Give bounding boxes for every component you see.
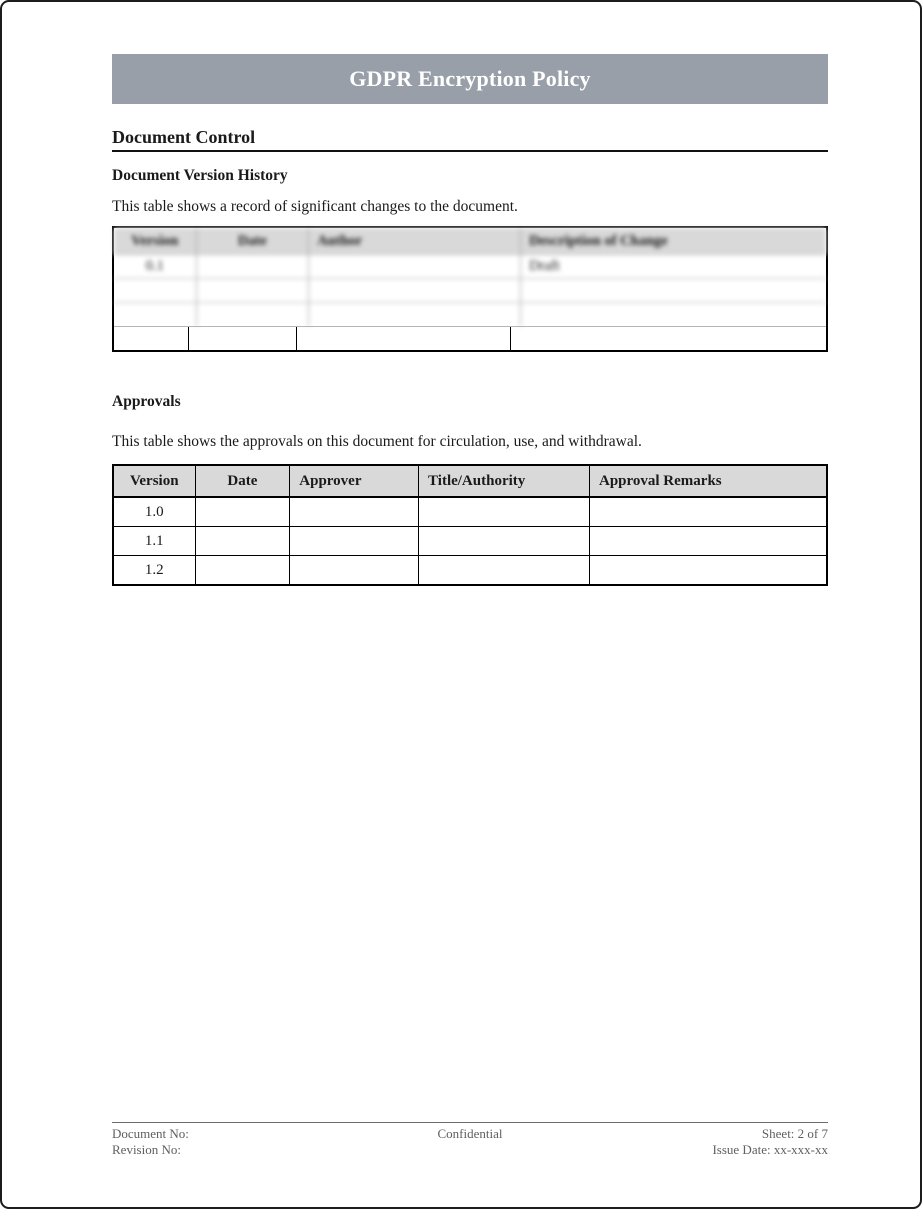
table-cell: 1.1 [113,527,195,556]
table-cell [290,527,419,556]
approvals-header-row [113,465,827,497]
table-row [114,279,826,303]
table-cell [309,303,521,327]
footer-left [112,1126,438,1157]
table-cell [296,327,511,351]
column-header: Description of Change [521,228,826,255]
table-cell [196,255,308,279]
column-header: Approver [290,465,419,497]
table-cell [419,527,590,556]
table-cell [195,497,290,527]
blurred-table-region [114,228,826,326]
version-history-table [112,226,828,352]
table-cell [290,497,419,527]
table-cell [419,497,590,527]
table-cell [114,303,196,327]
issue-date: Issue Date: xx-xxx-xx [712,1141,828,1157]
table-cell [589,527,827,556]
version-history-header-row [114,228,826,255]
approvals-intro: This table shows the approvals on this document for circulation, use, and withdrawal. [112,433,642,450]
page-content [112,54,828,586]
version-history-intro: This table shows a record of significant changes to the document. [112,198,518,215]
table-cell [521,303,826,327]
column-header: Date [196,228,308,255]
column-header: Approval Remarks [589,465,827,497]
footer-right [503,1126,829,1157]
title-banner [112,54,828,104]
table-cell: Draft [521,255,826,279]
table-cell [589,497,827,527]
section-heading-document-control: Document Control [112,127,828,152]
column-header: Title/Authority [419,465,590,497]
sheet-number: Sheet: 2 of 7 [761,1126,828,1141]
table-cell: 0.1 [114,255,196,279]
document-no-label: Document No: [112,1126,189,1141]
table-row [113,497,827,527]
page-footer [112,1122,828,1157]
column-header: Version [114,228,196,255]
table-cell: 1.2 [113,556,195,586]
table-cell [189,327,296,351]
table-cell [196,303,308,327]
subheading-version-history: Document Version History [112,167,288,184]
table-cell [309,255,521,279]
table-cell [195,556,290,586]
column-header: Author [309,228,521,255]
table-cell [196,279,308,303]
document-title: GDPR Encryption Policy [349,66,591,91]
table-row [114,303,826,327]
table-cell [521,279,826,303]
table-cell [114,279,196,303]
table-row [113,527,827,556]
subheading-approvals: Approvals [112,393,181,410]
table-row [114,255,826,279]
table-row [113,556,827,586]
column-header: Date [195,465,290,497]
approvals-table [112,464,828,586]
table-cell [290,556,419,586]
table-cell: 1.0 [113,497,195,527]
footer-center: Confidential [437,1126,503,1141]
revision-no-label: Revision No: [112,1141,181,1157]
table-cell [309,279,521,303]
table-cell [589,556,827,586]
column-header: Version [113,465,195,497]
table-cell [511,327,826,351]
table-cell [195,527,290,556]
table-cell [114,327,189,351]
table-cell [419,556,590,586]
table-row-empty [114,327,826,351]
